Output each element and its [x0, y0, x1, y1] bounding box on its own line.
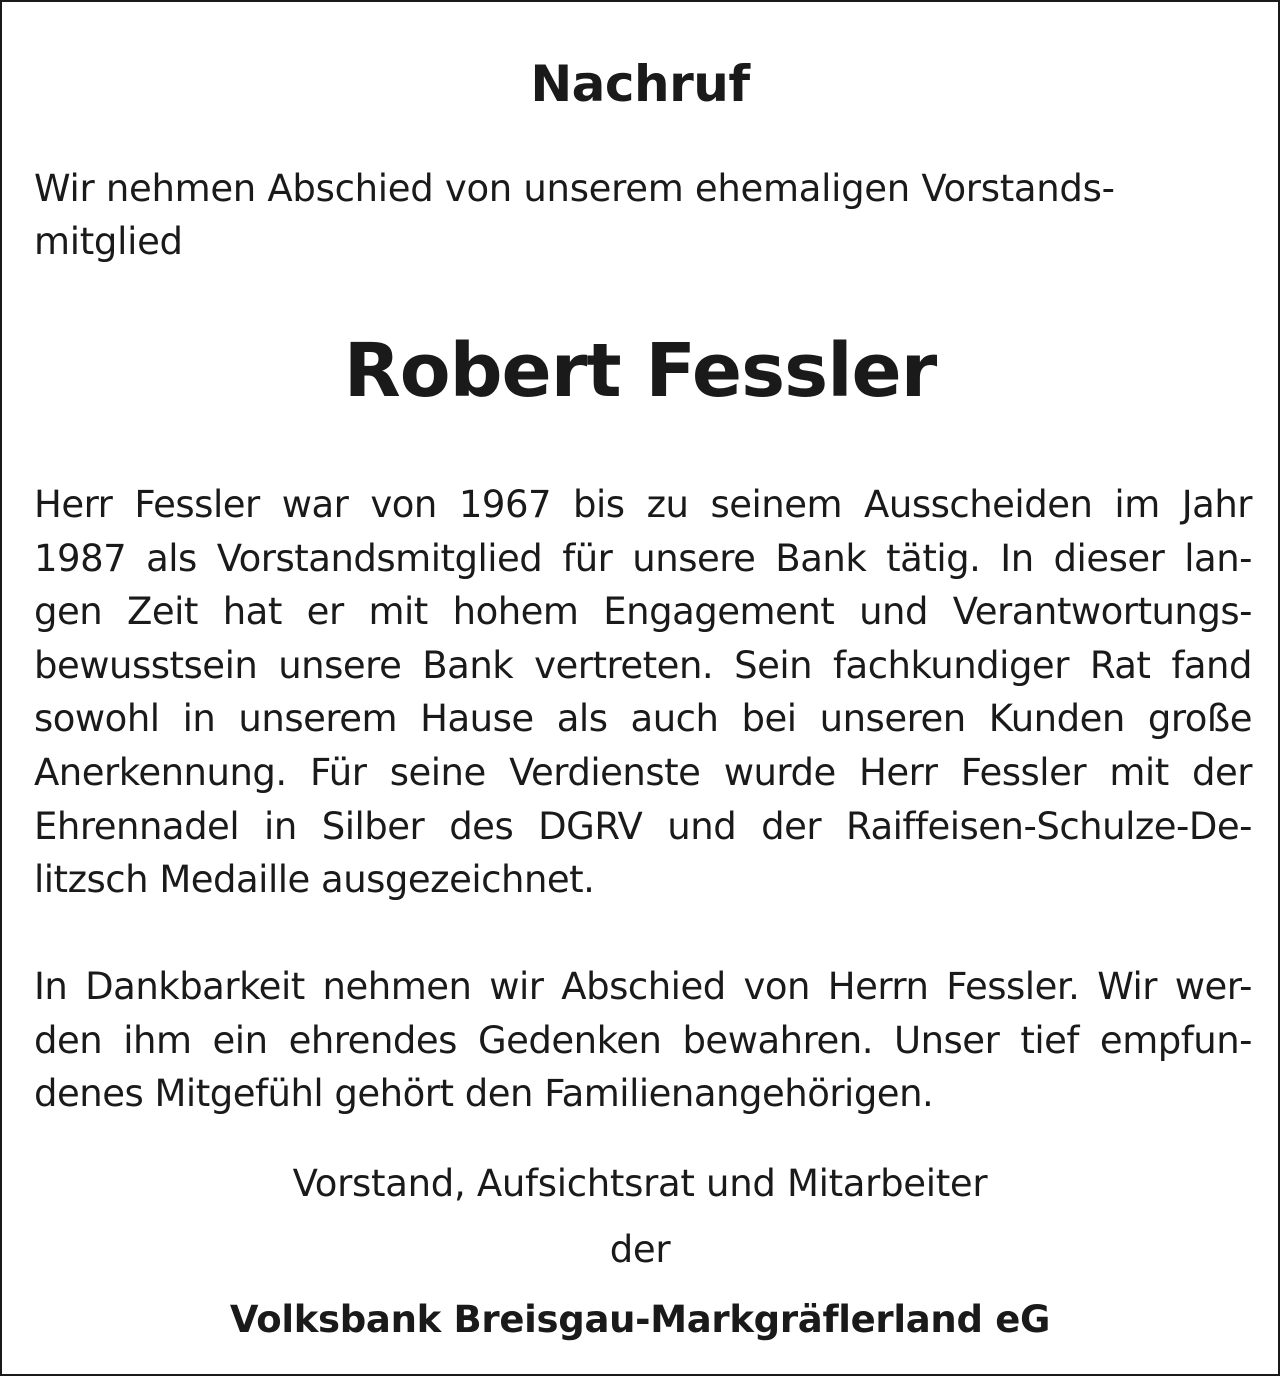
signature-block: [2, 1156, 1278, 1348]
farewell-paragraph: [34, 960, 1252, 1121]
tribute-line: Ehrennadel in Silber des DGRV und der Raiffeisen-Schulze-De-: [34, 804, 1252, 848]
tribute-line: Herr Fessler war von 1967 bis zu seinem Ausscheiden im Jahr: [34, 483, 1252, 526]
farewell-line: denes Mitgefühl gehört den Familienangehörigen.: [34, 1072, 934, 1116]
tribute-line: bewusstsein unsere Bank vertreten. Sein fachkundiger Rat fand: [34, 643, 1252, 687]
intro-text: Wir nehmen Abschied von unserem ehemaligen Vorstands- mitglied: [34, 167, 1115, 263]
farewell-line: In Dankbarkeit nehmen wir Abschied von Herrn Fessler. Wir wer-: [34, 965, 1252, 1008]
farewell-line: den ihm ein ehrendes Gedenken bewahren. Unser tief empfun-: [34, 1018, 1252, 1062]
bank-name: Volksbank Breisgau-Markgräflerland eG: [229, 1298, 1051, 1341]
tribute-line: sowohl in unserem Hause als auch bei unseren Kunden große: [34, 697, 1252, 741]
signature-line: Vorstand, Aufsichtsrat und Mitarbeiter: [292, 1162, 988, 1205]
tribute-line: gen Zeit hat er mit hohem Engagement und Verantwortungs-: [34, 590, 1252, 634]
tribute-paragraph: [34, 478, 1252, 907]
tribute-line: 1987 als Vorstandsmitglied für unsere Bank tätig. In dieser lan-: [34, 536, 1252, 580]
tribute-line: Anerkennung. Für seine Verdienste wurde Herr Fessler mit der: [34, 750, 1252, 794]
tribute-line: litzsch Medaille ausgezeichnet.: [34, 858, 595, 902]
notice-heading: Nachruf: [530, 55, 750, 113]
signature-connector: der: [609, 1228, 671, 1271]
deceased-name: Robert Fessler: [343, 328, 937, 414]
